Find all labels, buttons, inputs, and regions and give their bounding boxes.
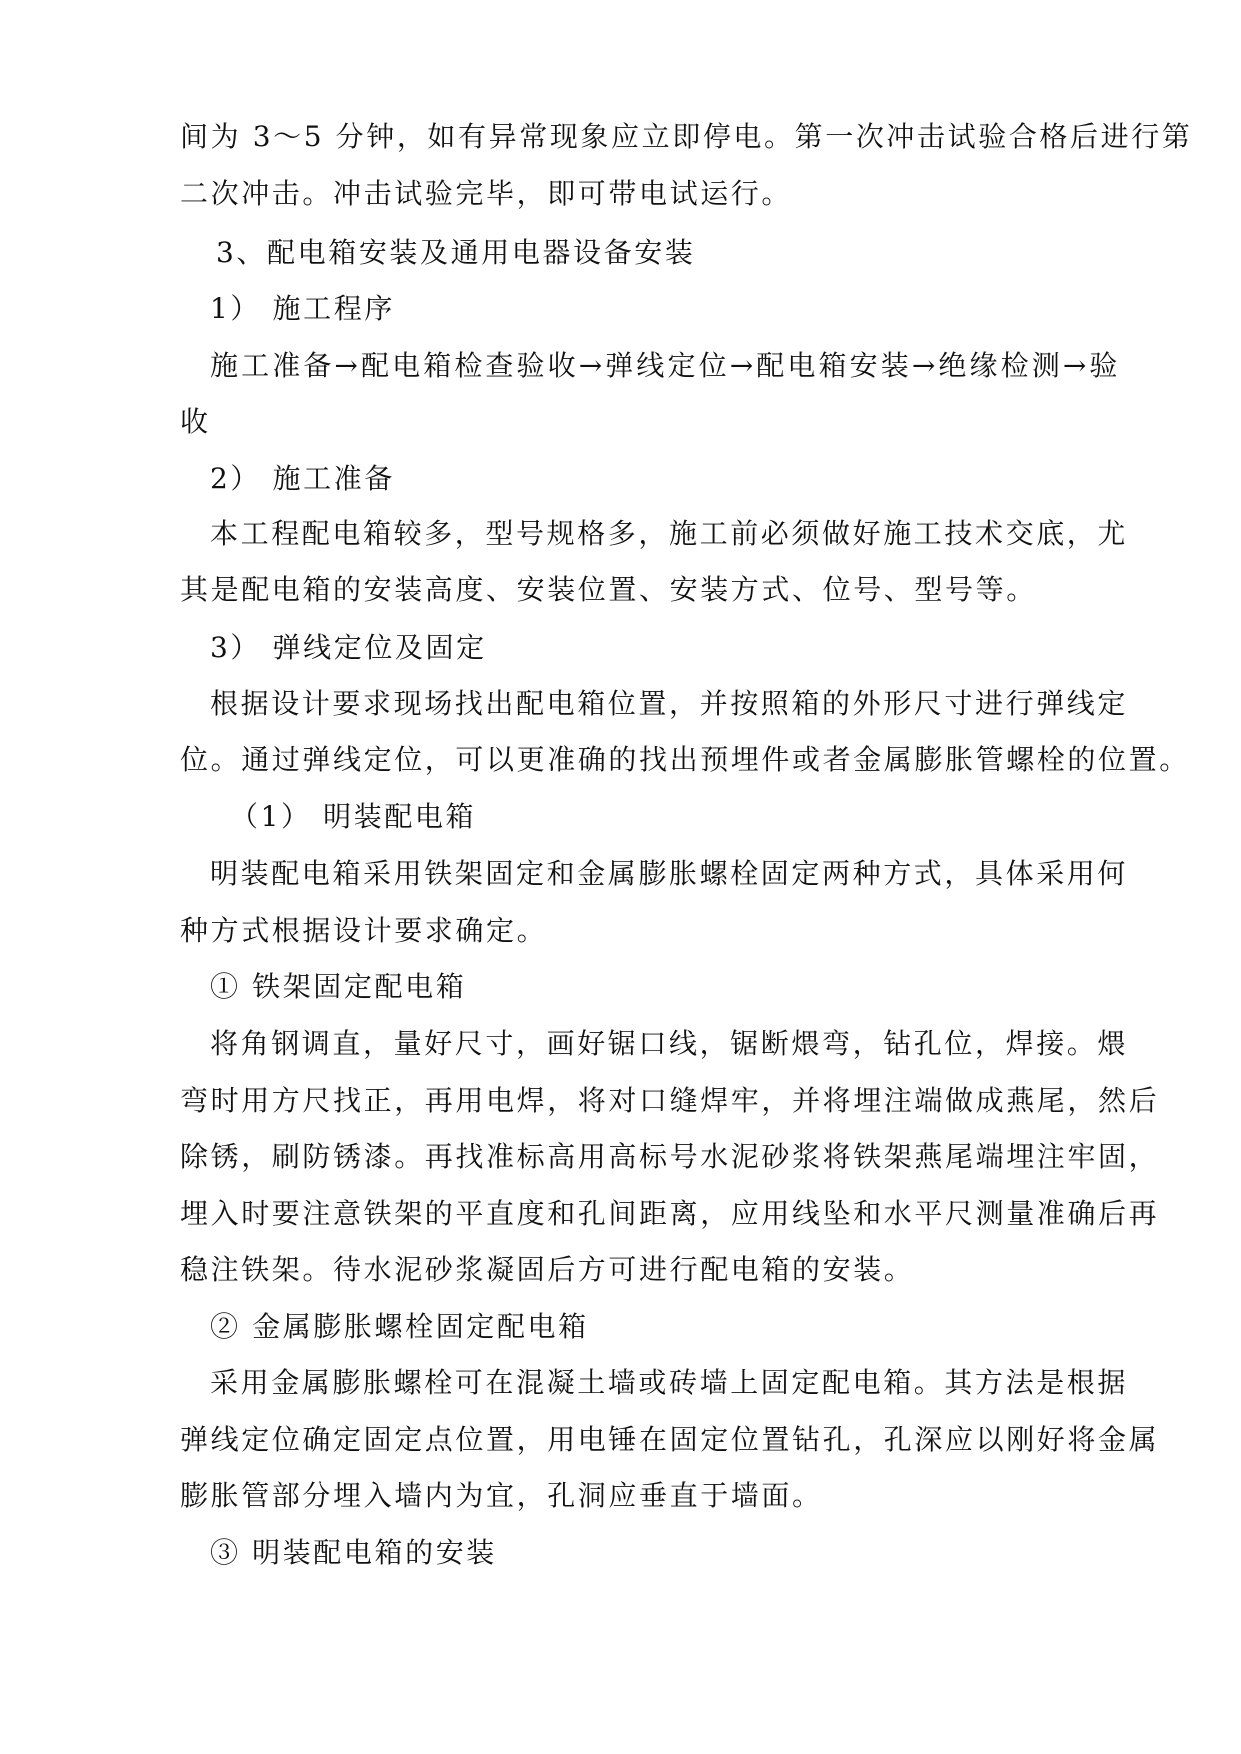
- text-line-preparation-1: 本工程配电箱较多，型号规格多，施工前必须做好施工技术交底，尤: [210, 517, 1129, 550]
- text-line-procedure: 施工准备→配电箱检查验收→弹线定位→配电箱安装→绝缘检测→验: [210, 349, 1120, 382]
- text-line-expansion-bolt-3: 膨胀管部分埋入墙内为宜，孔洞应垂直于墙面。: [180, 1479, 823, 1512]
- text-line-surface-mounted-2: 种方式根据设计要求确定。: [180, 914, 548, 947]
- text-line-2: 二次冲击。冲击试验完毕，即可带电试运行。: [180, 177, 793, 210]
- subheading-construction-preparation: 2） 施工准备: [210, 462, 395, 495]
- subheading-box-installation: ③ 明装配电箱的安装: [210, 1536, 497, 1569]
- text-line-procedure-end: 收: [180, 405, 211, 438]
- subheading-surface-mounted-box: （1） 明装配电箱: [230, 800, 477, 833]
- text-line-surface-mounted-1: 明装配电箱采用铁架固定和金属膨胀螺栓固定两种方式，具体采用何: [210, 857, 1129, 890]
- text-line-iron-frame-1: 将角钢调直，量好尺寸，画好锯口线，锯断煨弯，钻孔位，焊接。煨: [210, 1027, 1129, 1060]
- text-line-iron-frame-3: 除锈，刷防锈漆。再找准标高用高标号水泥砂浆将铁架燕尾端埋注牢固，: [180, 1140, 1160, 1173]
- text-line-iron-frame-4: 埋入时要注意铁架的平直度和孔间距离，应用线坠和水平尺测量准确后再: [180, 1197, 1160, 1230]
- text-line-positioning-1: 根据设计要求现场找出配电箱位置，并按照箱的外形尺寸进行弹线定: [210, 687, 1129, 720]
- text-line-preparation-2: 其是配电箱的安装高度、安装位置、安装方式、位号、型号等。: [180, 573, 1037, 606]
- text-line-expansion-bolt-2: 弹线定位确定固定点位置，用电锤在固定位置钻孔，孔深应以刚好将金属: [180, 1423, 1160, 1456]
- text-line-iron-frame-5: 稳注铁架。待水泥砂浆凝固后方可进行配电箱的安装。: [180, 1253, 915, 1286]
- subheading-expansion-bolt-fixing: ② 金属膨胀螺栓固定配电箱: [210, 1310, 589, 1343]
- subheading-line-positioning: 3） 弹线定位及固定: [210, 631, 487, 664]
- text-line-expansion-bolt-1: 采用金属膨胀螺栓可在混凝土墙或砖墙上固定配电箱。其方法是根据: [210, 1366, 1129, 1399]
- text-line-1: 间为 3～5 分钟，如有异常现象应立即停电。第一次冲击试验合格后进行第: [180, 120, 1193, 153]
- text-line-positioning-2: 位。通过弹线定位，可以更准确的找出预埋件或者金属膨胀管螺栓的位置。: [180, 743, 1190, 776]
- section-heading-3: 3、配电箱安装及通用电器设备安装: [216, 236, 696, 269]
- subheading-construction-procedure: 1） 施工程序: [210, 292, 395, 325]
- text-line-iron-frame-2: 弯时用方尺找正，再用电焊，将对口缝焊牢，并将埋注端做成燕尾，然后: [180, 1084, 1160, 1117]
- subheading-iron-frame-fixing: ① 铁架固定配电箱: [210, 970, 467, 1003]
